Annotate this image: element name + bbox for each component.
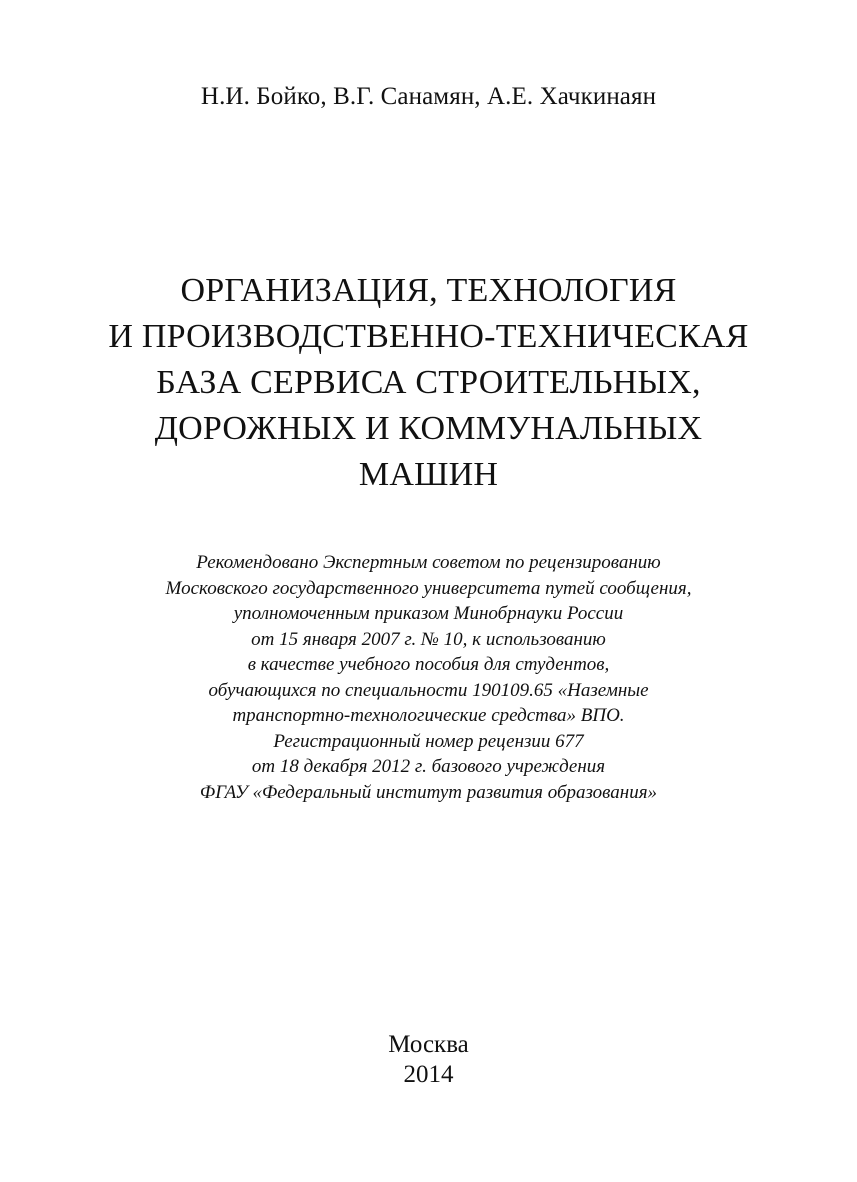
title-line: ОРГАНИЗАЦИЯ, ТЕХНОЛОГИЯ [180,272,677,309]
title-line: И ПРОИЗВОДСТВЕННО-ТЕХНИЧЕСКАЯ [108,318,749,355]
recommendation-line: в качестве учебного пособия для студентов, [247,654,610,675]
recommendation-line: от 15 января 2007 г. № 10, к использованию [251,628,606,650]
imprint [0,1030,857,1090]
title-line: ДОРОЖНЫХ И КОММУНАЛЬНЫХ [154,410,703,447]
recommendation-line: транспортно-технологические средства» ВПО. [232,705,625,726]
title-line: МАШИН [358,456,499,493]
authors: Н.И. Бойко, В.Г. Санамян, А.Е. Хачкинаян [200,83,657,110]
publication-city: Москва [388,1031,469,1058]
recommendation-line: Рекомендовано Экспертным советом по рецензированию [196,552,661,573]
publication-year: 2014 [403,1061,454,1088]
recommendation-line: уполномоченным приказом Минобрнауки России [233,603,624,624]
recommendation-line: от 18 декабря 2012 г. базового учреждения [251,756,606,777]
recommendation-line: обучающихся по специальности 190109.65 «Наземные [208,679,649,701]
recommendation-line: Московского государственного университета путей сообщения, [165,577,692,599]
recommendation-text [0,550,857,805]
recommendation-line: Регистрационный номер рецензии 677 [273,730,584,752]
recommendation-line: ФГАУ «Федеральный институт развития образования» [199,781,658,803]
book-title [0,268,857,498]
title-line: БАЗА СЕРВИСА СТРОИТЕЛЬНЫХ, [156,364,701,401]
